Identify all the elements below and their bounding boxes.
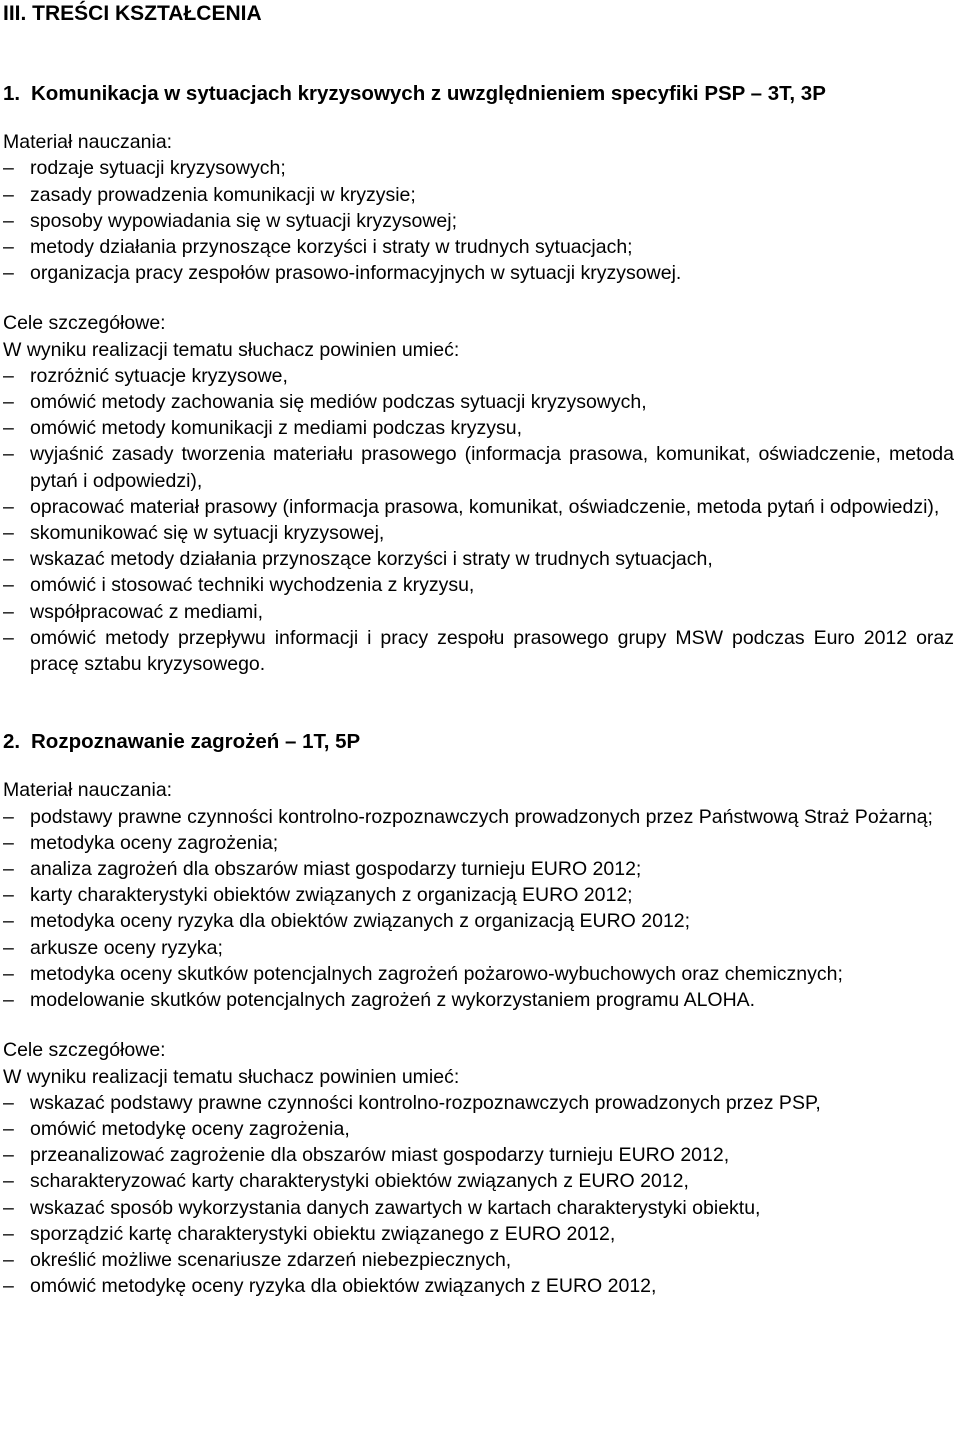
material-heading: Materiał nauczania:	[3, 131, 173, 154]
goals-heading: Cele szczegółowe:	[3, 1039, 166, 1062]
goals-list	[3, 1090, 960, 1300]
list-item: – omówić metody komunikacji z mediami podczas kryzysu,	[3, 415, 954, 441]
list-item: – omówić metody zachowania się mediów podczas sytuacji kryzysowych,	[3, 389, 954, 415]
list-item: – wyjaśnić zasady tworzenia materiału prasowego (informacja prasowa, komunikat, oświadczenie, metoda pytań i odpowiedzi),	[3, 441, 954, 493]
list-item: – analiza zagrożeń dla obszarów miast gospodarzy turnieju EURO 2012;	[3, 856, 954, 882]
list-item: – wskazać sposób wykorzystania danych zawartych w kartach charakterystyki obiektu,	[3, 1195, 954, 1221]
list-item: – arkusze oceny ryzyka;	[3, 935, 954, 961]
list-item: – wskazać podstawy prawne czynności kontrolno-rozpoznawczych prowadzonych przez PSP,	[3, 1090, 954, 1116]
list-item: – sporządzić kartę charakterystyki obiektu związanego z EURO 2012,	[3, 1221, 954, 1247]
section-1	[3, 81, 960, 677]
goals-intro: W wyniku realizacji tematu słuchacz powinien umieć:	[3, 1065, 460, 1088]
material-list	[3, 155, 960, 286]
list-item: – karty charakterystyki obiektów związanych z organizacją EURO 2012;	[3, 882, 954, 908]
goals-heading: Cele szczegółowe:	[3, 312, 166, 335]
section-number: 1.	[3, 82, 21, 105]
section-title	[3, 81, 960, 107]
list-item: – omówić metodykę oceny zagrożenia,	[3, 1116, 954, 1142]
list-item: – omówić metody przepływu informacji i pracy zespołu prasowego grupy MSW podczas Euro 2012 oraz pracę sztabu kryzysowego.	[3, 625, 954, 677]
list-item: – sposoby wypowiadania się w sytuacji kryzysowej;	[3, 208, 954, 234]
list-item: – scharakteryzować karty charakterystyki obiektów związanych z EURO 2012,	[3, 1168, 954, 1194]
list-item: – podstawy prawne czynności kontrolno-rozpoznawczych prowadzonych przez Państwową Straż Pożarną;	[3, 804, 954, 830]
list-item: – metodyka oceny skutków potencjalnych zagrożeń pożarowo-wybuchowych oraz chemicznych;	[3, 961, 954, 987]
section-2	[3, 729, 960, 1299]
list-item: – wskazać metody działania przynoszące korzyści i straty w trudnych sytuacjach,	[3, 546, 954, 572]
list-item: – skomunikować się w sytuacji kryzysowej,	[3, 520, 954, 546]
goals-list	[3, 363, 960, 677]
list-item: – metodyka oceny ryzyka dla obiektów związanych z organizacją EURO 2012;	[3, 908, 954, 934]
goals-intro: W wyniku realizacji tematu słuchacz powinien umieć:	[3, 338, 460, 361]
list-item: – omówić metodykę oceny ryzyka dla obiektów związanych z EURO 2012,	[3, 1273, 954, 1299]
list-item: – rodzaje sytuacji kryzysowych;	[3, 155, 954, 181]
list-item: – zasady prowadzenia komunikacji w kryzysie;	[3, 182, 954, 208]
section-title	[3, 729, 960, 755]
list-item: – współpracować z mediami,	[3, 599, 954, 625]
list-item: – organizacja pracy zespołów prasowo-informacyjnych w sytuacji kryzysowej.	[3, 260, 954, 286]
chapter-heading: III. TREŚCI KSZTAŁCENIA	[3, 2, 262, 25]
list-item: – opracować materiał prasowy (informacja prasowa, komunikat, oświadczenie, metoda pytań i odpowiedzi),	[3, 494, 954, 520]
list-item: – metodyka oceny zagrożenia;	[3, 830, 954, 856]
list-item: – określić możliwe scenariusze zdarzeń niebezpiecznych,	[3, 1247, 954, 1273]
material-heading: Materiał nauczania:	[3, 779, 173, 802]
list-item: – rozróżnić sytuacje kryzysowe,	[3, 363, 954, 389]
list-item: – modelowanie skutków potencjalnych zagrożeń z wykorzystaniem programu ALOHA.	[3, 987, 954, 1013]
list-item: – metody działania przynoszące korzyści i straty w trudnych sytuacjach;	[3, 234, 954, 260]
section-title-text: Rozpoznawanie zagrożeń – 1T, 5P	[31, 730, 361, 754]
section-number: 2.	[3, 730, 21, 754]
list-item: – omówić i stosować techniki wychodzenia z kryzysu,	[3, 572, 954, 598]
material-list	[3, 804, 960, 1014]
list-item: – przeanalizować zagrożenie dla obszarów miast gospodarzy turnieju EURO 2012,	[3, 1142, 954, 1168]
section-title-text: Komunikacja w sytuacjach kryzysowych z uwzględnieniem specyfiki PSP – 3T, 3P	[31, 82, 826, 105]
